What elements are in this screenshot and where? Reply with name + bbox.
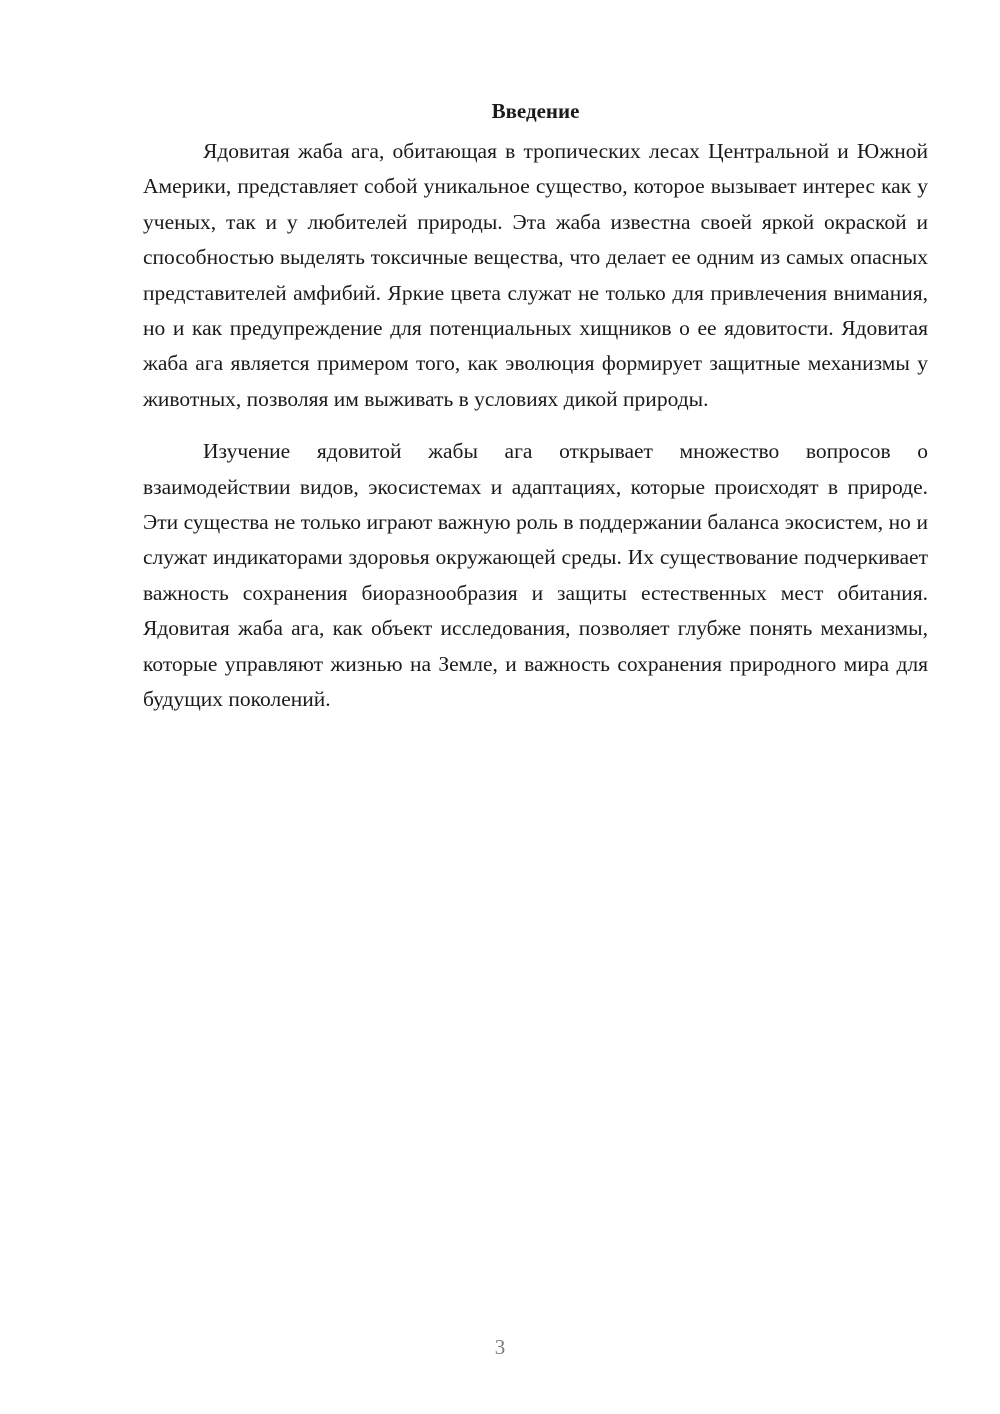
paragraph-2: Изучение ядовитой жабы ага открывает множество вопросов о взаимодействии видов, экосистемах и адаптациях, которые происходят в природе. Эти существа не только играют важную роль в поддержании баланса экосистем, но и служат индикаторами здоровья окружающей среды. Их существование подчеркивает важность сохранения биоразнообразия и защиты естественных мест обитания. Ядовитая жаба ага, как объект исследования, позволяет глубже понять механизмы, которые управляют жизнью на Земле, и важность сохранения природного мира для будущих поколений.: [143, 439, 928, 712]
page-number: 3: [494, 1335, 506, 1359]
page-content: [143, 96, 928, 718]
paragraph-1: Ядовитая жаба ага, обитающая в тропических лесах Центральной и Южной Америки, представляет собой уникальное существо, которое вызывает интерес как у ученых, так и у любителей природы. Эта жаба известна своей яркой окраской и способностью выделять токсичные вещества, что делает ее одним из самых опасных представителей амфибий. Яркие цвета служат не только для привлечения внимания, но и как предупреждение для потенциальных хищников о ее ядовитости. Ядовитая жаба ага является примером того, как эволюция формирует защитные механизмы у животных, позволяя им выживать в условиях дикой природы.: [143, 139, 928, 411]
section-heading: Введение: [491, 99, 580, 123]
